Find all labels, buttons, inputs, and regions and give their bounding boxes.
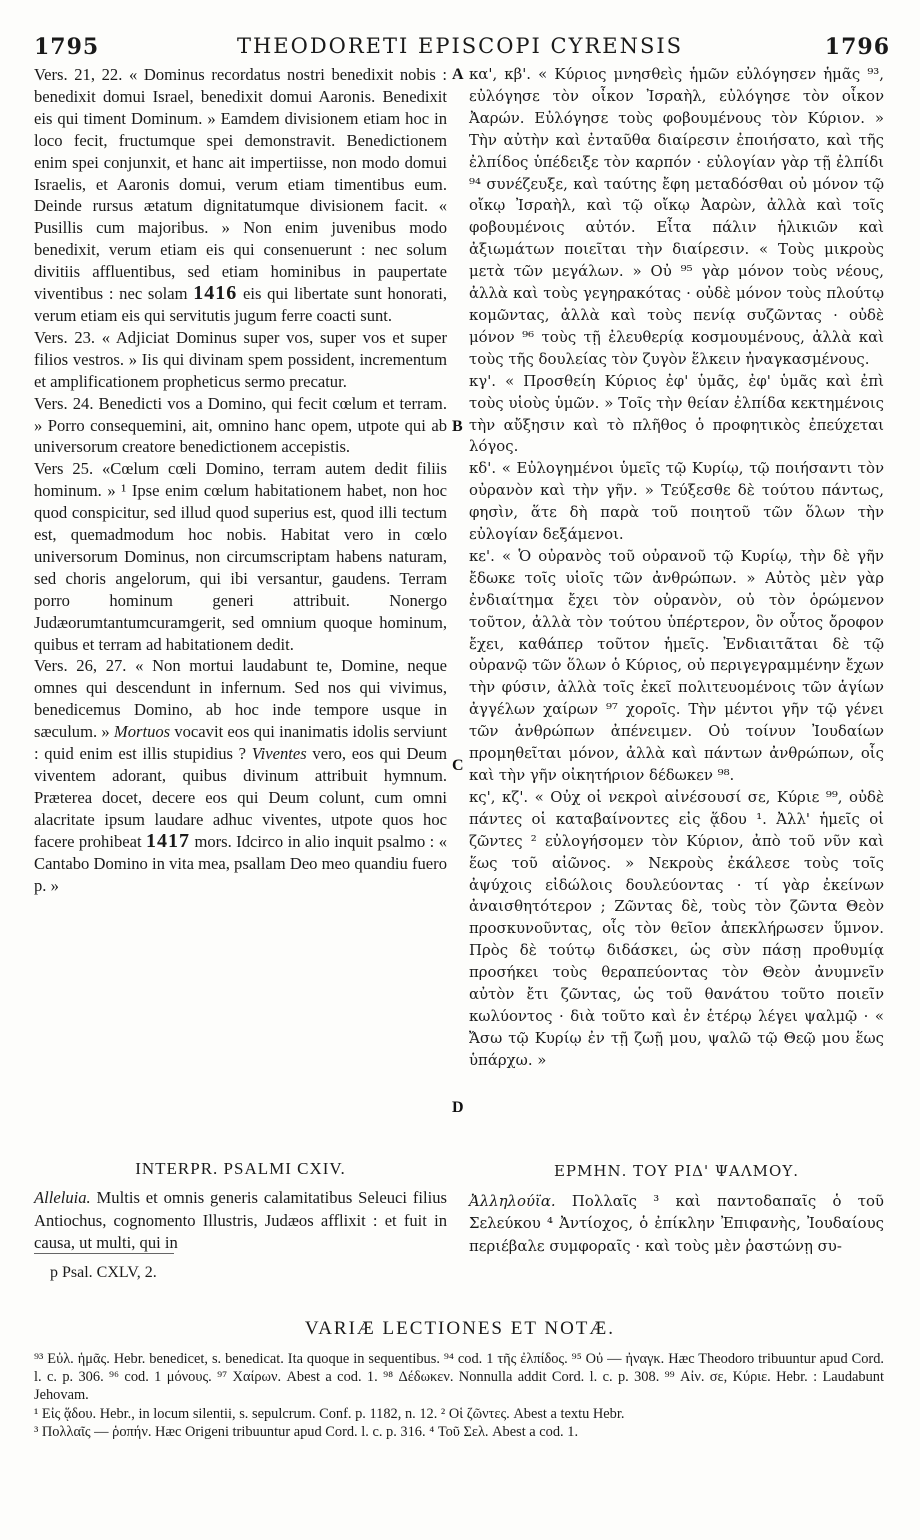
column-number-right: 1796: [824, 34, 890, 60]
footnote-rule: [34, 1253, 174, 1254]
section-marker-d: D: [452, 1099, 464, 1116]
variae-lectiones-title: VARIÆ LECTIONES ET NOTÆ.: [304, 1318, 616, 1339]
greek-section-heading: ΕΡΜΗΝ. ΤΟΥ ΡΙΔ' ΨΑΛΜΟΥ.: [553, 1162, 799, 1180]
latin-verse-25: Vers 25. «Cœlum cœli Domino, terram autem dedit filiis hominum. » ¹ Ipse enim cœlum habitationem habet, non hoc quod conspicitur, sed illud quod superius est, quod illi tectum est, quemadmodum hoc nobis. Habitat vero in cœlo universorum Dominus, non circumscriptam habens naturam, sed choris angelorum, qui ibi versantur, gaudens. Terram porro hominum generi attribuit. Nonergo Judæorumtantumcuramgerit, sed omnium quoque hominum, quibus et terram ad habitationem dedit.: [34, 459, 447, 654]
greek-verse-25: κε'. « Ὁ οὐρανὸς τοῦ οὐρανοῦ τῷ Κυρίῳ, τὴν δὲ γῆν ἔδωκε τοῖς υἱοῖς τῶν ἀνθρώπων. » Αὐτὸς μὲν γὰρ ἐνδιαίτημα ἔχει τὸν οὐρανὸν, οὐ τὸν ὁρώμενον τοῦτον, ἀλλὰ τὸν τούτου ὑπέρτερον, ὃν οὗτος ὄροφον ἔχει, καθάπερ τοῦτον ἡμεῖς. Ἐνδιαιτᾶται δὲ τῷ οὐρανῷ τῶν ὅλων ὁ Κύριος, οὐ περιγεγραμμένην ἔχων τὴν φύσιν, ἀλλὰ τοῖς ἐκεῖ πολιτευομένοις τῶν ἁγίων ἀγγέλων χαίρων ⁹⁷ χοροῖς. Τὴν μέντοι γῆν τῷ γένει τῶν ἀνθρώπων ἀπένειμεν. Οὐ τοίνυν Ἰουδαίων προμηθεῖται μόνον, ἀλλὰ καὶ πάντων ἀνθρώπων, οἷς καὶ τὴν γῆν οἰκητήριον δέδωκεν ⁹⁸.: [469, 546, 884, 784]
latin-italic: Mortuos: [113, 722, 171, 742]
greek-verse-21-22: κα', κβ'. « Κύριος μνησθεὶς ἡμῶν εὐλόγησεν ἡμᾶς ⁹³, εὐλόγησε τὸν οἶκον Ἰσραὴλ, εὐλόγησε τὸν οἶκον Ἀαρών. Εὐλόγησε τοὺς φοβουμένους τὸν Κύριον. » Τὴν αὐτὴν καὶ ἐνταῦθα διαίρεσιν ἐποιήσατο, καὶ τῆς ἐλπίδος ὑπέδειξε τὸν καρπόν · εὐλογίαν γὰρ τῇ ἐλπίδι ⁹⁴ συνέζευξε, καὶ ταύτης ἔφη μεταδόσθαι οὐ μόνον τῷ οἴκῳ Ἰσραὴλ, καὶ τῷ οἴκῳ Ἀαρὼν, ἀλλὰ καὶ τοῖς φοβουμένοις αὐτόν. Εἶτα πάλιν ἡλικιῶν καὶ ἀξιωμάτων ποιεῖται τὴν διαίρεσιν. « Τοὺς μικροὺς μετὰ τῶν μεγάλων. » Οὐ ⁹⁵ γὰρ μόνον τοὺς νέους, ἀλλὰ καὶ τοὺς γεγηρακότας · οὐδὲ μόνον τοὺς πλούτῳ κομῶντας, ἀλλὰ καὶ τοὺς πενίᾳ συζῶντας · οὐδὲ μόνον ⁹⁶ τοὺς τῇ ἐλευθερίᾳ κοσμουμένους, ἀλλὰ καὶ τοὺς τῆς δουλείας τὸν ζυγὸν ἕλκειν ἠναγκασμένους.: [469, 65, 884, 368]
migne-column-number: 1416: [193, 282, 238, 305]
section-marker-c: C: [452, 757, 464, 774]
note-line: ³ Πολλαῖς — ῥοπήν. Hæc Origeni tribuuntur apud Cord. l. c. p. 316. ⁴ Τοῦ Σελ. Abest a cod. 1.: [34, 1423, 579, 1440]
note-line: ¹ Εἰς ᾅδου. Hebr., in locum silentii, s. sepulcrum. Conf. p. 1182, n. 12. ² Οἱ ζῶντες. Abest a textu Hebr.: [34, 1405, 625, 1422]
greek-verse-24: κδ'. « Εὐλογημένοι ὑμεῖς τῷ Κυρίῳ, τῷ ποιήσαντι τὸν οὐρανὸν καὶ τὴν γῆν. » Τεύξεσθε δὲ τούτου πάντως, φησὶν, ἅτε δὴ παρὰ τοῦ ποιητοῦ τῶν ὅλων τὴν εὐλογίαν δεξάμενοι.: [469, 459, 884, 544]
latin-text: Vers. 21, 22. « Dominus recordatus nostri benedixit nobis : benedixit domui Israel, benedixit domui Aaronis. Benedixit eis qui timent Dominum. » Eamdem divisionem etiam hoc in loco fecit, fructumque spei demonstravit. Benedictionem enim spei conjunxit, et hanc ait impertiisse, non modo domui Israelis, et Aaronis domui, verum etiam timentibus eum. Deinde rursus ætatum dignitatumque divisionem facit. « Pusillis cum majoribus. » Non enim juvenibus modo benedixit, verum etiam eis qui consenuerunt : nec solum divitiis affluentibus, sed etiam hominibus in paupertate viventibus : nec solam: [34, 65, 447, 304]
latin-verse-23: Vers. 23. « Adjiciat Dominus super vos, super vos et super filios vestros. » Iis qui divinam spem possident, incrementum et amplificationem propheticus sermo precatur.: [34, 327, 447, 391]
migne-column-number: 1417: [146, 829, 191, 852]
latin-italic: Viventes: [251, 744, 307, 764]
variae-lectiones-notes: [34, 1350, 884, 1441]
greek-italic: Ἀλληλούϊα.: [469, 1192, 556, 1210]
latin-text: vocavit eos qui inanimatis idolis serviunt : quid enim est illis stupidius ?: [34, 722, 448, 764]
footnote: p Psal. CXLV, 2.: [50, 1264, 157, 1281]
latin-column: [34, 64, 447, 896]
latin-italic: Alleluia.: [34, 1188, 91, 1207]
section-marker-b: B: [452, 418, 463, 435]
greek-verse-23: κγ'. « Προσθείη Κύριος ἐφ' ὑμᾶς, ἐφ' ὑμᾶς καὶ ἐπὶ τοὺς υἱοὺς ὑμῶν. » Τοῖς τὴν θείαν ἐλπίδα κεκτημένοις τὴν αὔξησιν καὶ τὸ πλῆθος ὁ προφητικὸς ἐπεύχεται λόγος.: [469, 371, 884, 456]
latin-verse-21-22: [34, 64, 447, 327]
column-number-left: 1795: [34, 34, 100, 60]
greek-text: Πολλαῖς ³ καὶ παντοδαπαῖς ὁ τοῦ Σελεύκου ⁴ Ἀντίοχος, ὁ ἐπίκλην Ἐπιφανὴς, Ἰουδαίους περιέβαλε συμφοραῖς · καὶ τοὺς μὲν ῥαστώνῃ συ-: [469, 1192, 884, 1255]
greek-psalm-114-intro: [469, 1190, 884, 1257]
latin-text: Multis et omnis generis calamitatibus Seleuci filius Antiochus, cognomento Illustris, Judæos afflixit : et fuit in causa, ut multi, qui in: [34, 1188, 447, 1252]
latin-verse-24: Vers. 24. Benedicti vos a Domino, qui fecit cœlum et terram. » Porro consequemini, ait, omnino hanc opem, utpote qui ab universorum creatore benedictionem accepistis.: [34, 393, 447, 457]
latin-text: eis qui libertate sunt honorati, verum etiam eis qui servitutis jugum ferre coacti sunt.: [34, 284, 447, 325]
greek-column: [469, 64, 884, 1072]
latin-text: vero, eos qui Deum viventem adorant, quibus divinum attribuit hymnum. Præterea docet, decere eos qui Deum colunt, cum omni alacritate ipsum laudare adhuc viventes, utpote quos hoc facere prohibeat: [34, 744, 447, 851]
latin-section-heading: INTERPR. PSALMI CXIV.: [135, 1159, 346, 1178]
note-line: ⁹³ Εὐλ. ἡμᾶς. Hebr. benedicet, s. benedicat. Ita quoque in sequentibus. ⁹⁴ cod. 1 τῆς ἐλπίδος. ⁹⁵ Οὐ — ἠναγκ. Hæc Theodoro tribuuntur apud Cord. l. c. p. 306. ⁹⁶ cod. 1 μόνους. ⁹⁷ Χαίρων. Abest a cod. 1. ⁹⁸ Δέδωκεν. Nonnulla addit Cord. l. c. p. 308. ⁹⁹ Αἰν. σε, Κύριε. Hebr. : Laudabunt Jehovam.: [34, 1351, 884, 1404]
latin-verse-26-27: [34, 655, 447, 896]
greek-verse-26-27: κς', κζ'. « Οὐχ οἱ νεκροὶ αἰνέσουσί σε, Κύριε ⁹⁹, οὐδὲ πάντες οἱ καταβαίνοντες εἰς ᾅδου ¹. Ἀλλ' ἡμεῖς οἱ ζῶντες ² εὐλογήσομεν τὸν Κύριον, ἀπὸ τοῦ νῦν καὶ ἕως τοῦ αἰῶνος. » Νεκροὺς ἐκάλεσε τοὺς τοῖς ἀψύχοις εἰδώλοις δουλεύοντας · τί γὰρ ἐκείνων ἀναισθητότερον ; Ζῶντας δὲ, τοὺς τὸν ζῶντα Θεὸν προσκυνοῦντας, οἷς τὸν θεῖον ἀπεκλήρωσεν ὕμνον. Πρὸς δὲ τούτῳ διδάσκει, ὡς σὺν πάσῃ προθυμίᾳ προσήκει τοὺς θεραπεύοντας τὸν Θεὸν ἀνυμνεῖν αὐτὸν ἔτι ζῶντας, ὡς τοῦ θανάτου τοῦτο ποιεῖν κωλύοντος · διὰ τοῦτο καὶ ἐν ἑτέρῳ λέγει ψαλμῷ · « Ἄσω τῷ Κυρίῳ ἐν τῇ ζωῇ μου, ψαλῶ τῷ Θεῷ μου ἕως ὑπάρχω. »: [469, 787, 884, 1069]
running-title: THEODORETI EPISCOPI CYRENSIS: [236, 34, 684, 58]
section-marker-a: A: [452, 66, 464, 83]
latin-text: mors. Idcirco in alio inquit psalmo : « Cantabo Domino in vita mea, psallam Deo meo quandiu fuero p. »: [34, 831, 447, 895]
latin-psalm-114-intro: [34, 1187, 447, 1255]
latin-text: Vers. 26, 27. « Non mortui laudabunt te, Domine, neque omnes qui descendunt in infernum. Sed nos qui vivimus, benedicemus Domino, ab hoc inde tempore usque in sæculum. »: [34, 656, 447, 742]
